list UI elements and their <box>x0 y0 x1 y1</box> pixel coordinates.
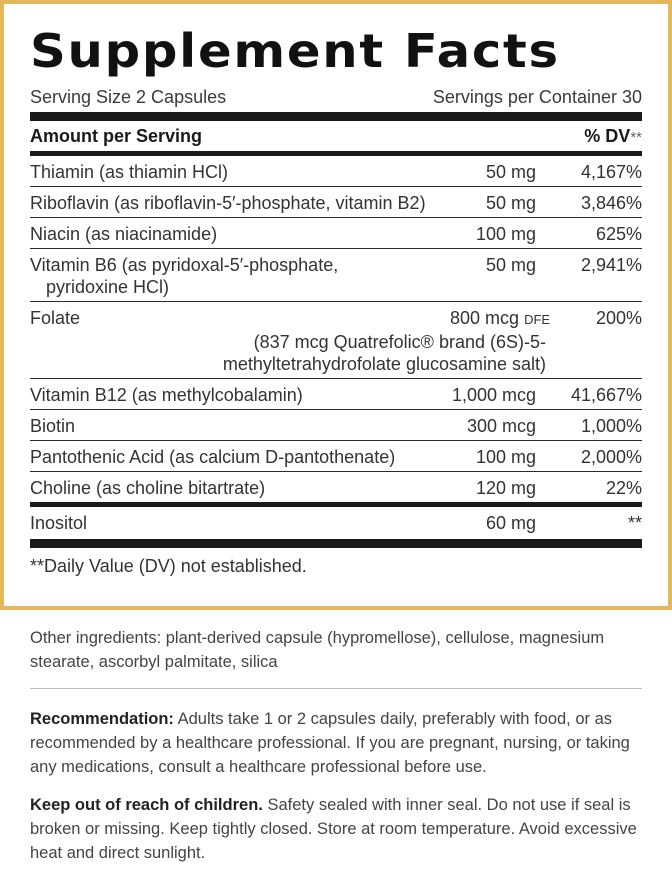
serving-info <box>30 86 642 108</box>
nutrient-row-vitamin-b6: Vitamin B6 (as pyridoxal-5′-phosphate, pyridoxine HCl) 50 mg 2,941% <box>30 255 642 297</box>
dv-footnote: **Daily Value (DV) not established. <box>30 556 307 576</box>
nutrient-row-niacin: Niacin (as niacinamide) 100 mg 625% <box>30 224 642 244</box>
serving-size: Serving Size 2 Capsules <box>30 87 227 107</box>
warning: Keep out of reach of children. Safety sealed with inner seal. Do not use if seal is broken or missing. Keep tightly closed. Store at room temperature. Avoid excessive heat and direct sunlight. <box>30 796 637 862</box>
nutrient-row-choline: Choline (as choline bitartrate) 120 mg 22% <box>30 478 642 498</box>
folate-note: (837 mcg Quatrefolic® brand (6S)-5- methyltetrahydrofolate glucosamine salt) <box>222 332 546 374</box>
nutrient-row-thiamin: Thiamin (as thiamin HCl) 50 mg 4,167% <box>30 162 642 182</box>
dv-header: % DV** <box>584 125 642 146</box>
nutrient-row-pantothenic-acid: Pantothenic Acid (as calcium D-pantothenate) 100 mg 2,000% <box>30 447 642 467</box>
bottom-thick-divider <box>30 539 642 548</box>
info-divider <box>30 688 642 689</box>
amount-per-serving-label: Amount per Serving <box>30 125 203 146</box>
nutrient-row-inositol: Inositol 60 mg ** <box>30 513 642 533</box>
product-info <box>30 626 642 879</box>
nutrient-row-folate: Folate 800 mcg DFE 200% (837 mcg Quatrefolic® brand (6S)-5- methyltetrahydrofolate glucosamine salt) <box>30 308 642 374</box>
panel-title: Supplement Facts <box>30 24 560 78</box>
table-header <box>30 121 642 151</box>
nutrient-row-vitamin-b12: Vitamin B12 (as methylcobalamin) 1,000 mcg 41,667% <box>30 385 642 405</box>
nutrient-row-biotin: Biotin 300 mcg 1,000% <box>30 416 642 436</box>
servings-per-container: Servings per Container 30 <box>432 87 642 107</box>
nutrient-row-riboflavin: Riboflavin (as riboflavin-5′-phosphate, vitamin B2) 50 mg 3,846% <box>30 193 642 213</box>
supplement-facts-inner <box>30 4 642 577</box>
other-ingredients: Other ingredients: plant-derived capsule (hypromellose), cellulose, magnesium stearate, ascorbyl palmitate, silica <box>30 629 605 671</box>
thick-divider <box>30 112 642 121</box>
recommendation: Recommendation: Adults take 1 or 2 capsules daily, preferably with food, or as recommended by a healthcare professional. If you are pregnant, nursing, or taking any medications, consult a healthcare professional before use. <box>30 710 630 776</box>
